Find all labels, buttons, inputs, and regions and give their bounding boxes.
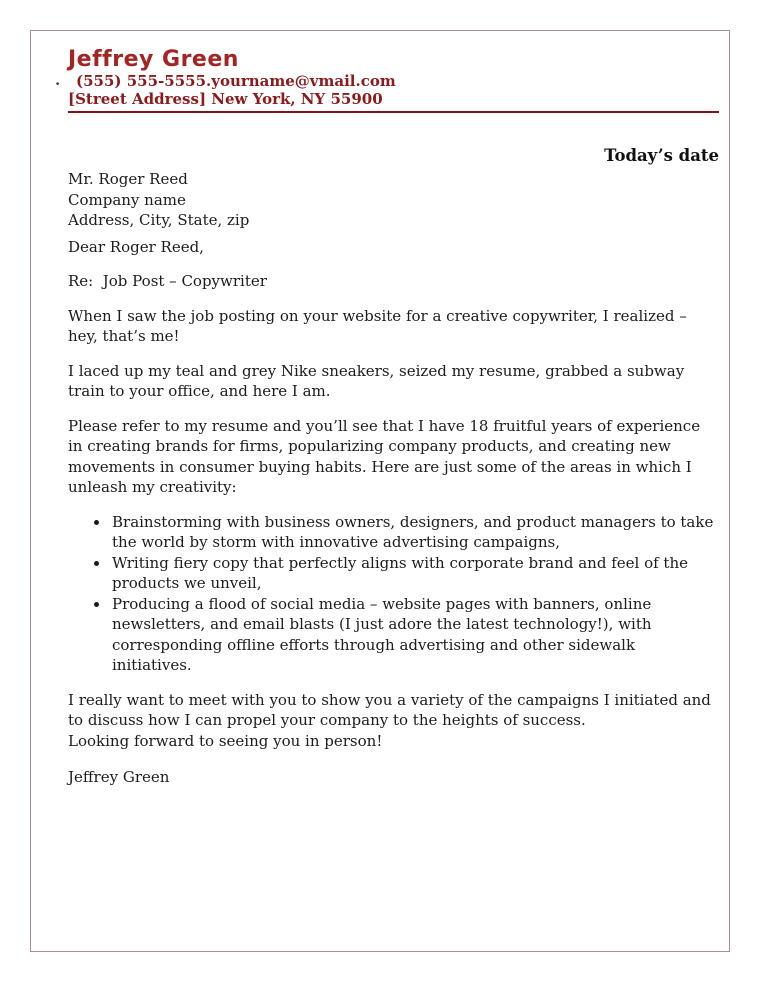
recipient-address: Address, City, State, zip [68,211,250,229]
date-line: Today’s date [604,146,719,165]
recipient-company: Company name [68,190,186,209]
recipient-block [68,169,719,231]
paragraph-sneakers: I laced up my teal and grey Nike sneakers, seized my resume, grabbed a subway train to your office, and here I am. [68,361,685,400]
list-item: • Brainstorming with business owners, designers, and product managers to take the world by storm with innovative advertising campaigns, [110,512,719,553]
sender-phone-email-line [55,71,719,91]
paragraph-experience: Please refer to my resume and you’ll see that I have 18 fruitful years of experience in creating brands for firms, popularizing company products, and creating new movements in consumer buying habits. Here are just some of the areas in which I unleash my creativity: [68,416,701,496]
list-item: • Writing fiery copy that perfectly aligns with corporate brand and feel of the products we unveil, [110,553,719,594]
salutation: Dear Roger Reed, [68,237,204,256]
stray-period: . [55,71,61,89]
letterhead [55,46,719,113]
closing-line-looking-forward: Looking forward to seeing you in person! [68,731,383,750]
subject-line: Re: Job Post – Copywriter [68,272,267,290]
sender-address: [Street Address] New York, NY 55900 [68,89,383,108]
sender-phone-email: (555) 555-5555.yourname@vmail.com [76,72,396,90]
sender-name: Jeffrey Green [68,47,239,72]
paragraph-intro: When I saw the job posting on your website for a creative copywriter, I realized – hey, that’s me! [68,306,687,345]
closing-line-meeting: I really want to meet with you to show you a variety of the campaigns I initiated and to discuss how I can propel your company to the heights of success. [68,690,711,729]
list-item: • Producing a flood of social media – website pages with banners, online newsletters, and email blasts (I just adore the latest technology!), with corresponding offline efforts through advertising and other sidewalk initiatives. [110,594,719,676]
creativity-bullet-list [68,512,719,676]
closing-paragraph [68,690,719,752]
signature: Jeffrey Green [68,768,170,786]
letter-page [30,30,730,952]
header-divider-rule [68,111,719,113]
recipient-name: Mr. Roger Reed [68,170,188,188]
